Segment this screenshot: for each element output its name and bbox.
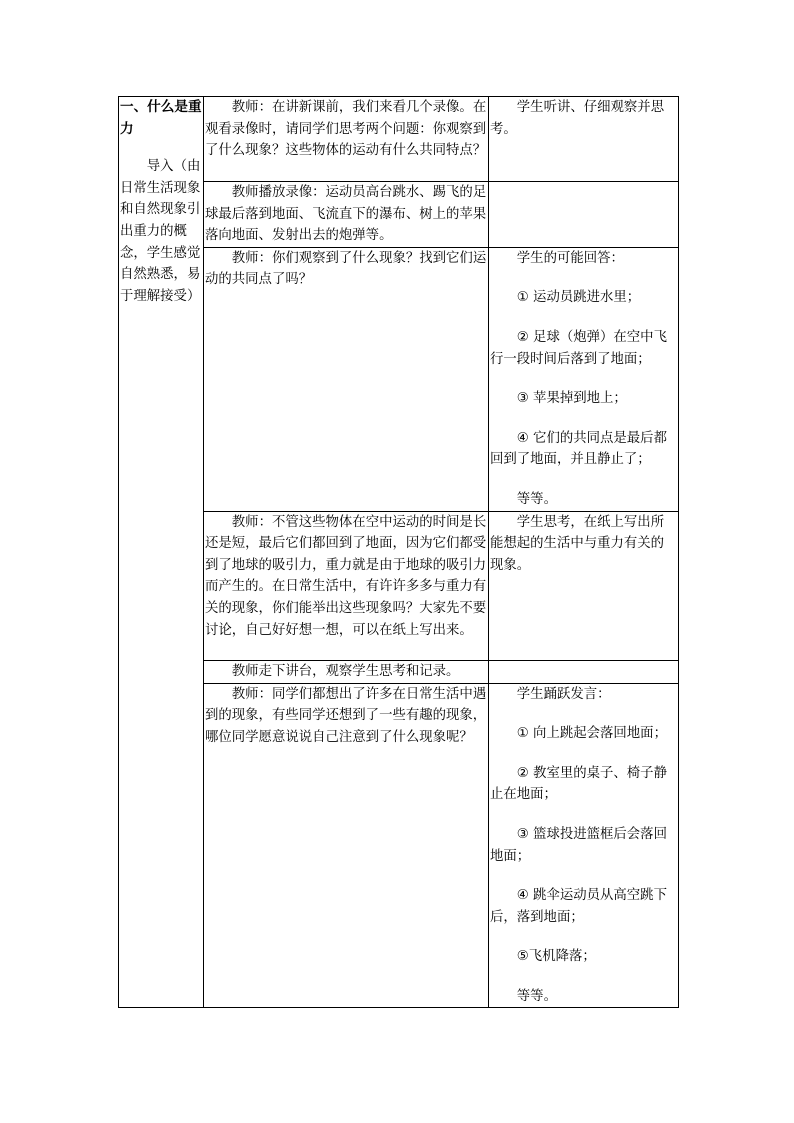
- section-cell: [119, 97, 204, 1008]
- student-cell: [489, 511, 679, 660]
- student-cell: [489, 660, 679, 683]
- student-cell: [489, 247, 679, 511]
- section-heading: 一、什么是重力: [120, 99, 202, 137]
- teacher-cell: [204, 660, 489, 683]
- lesson-plan-table: [118, 96, 679, 1008]
- student-line: ③ 篮球投进篮框后会落回地面；: [490, 826, 667, 864]
- teacher-cell: [204, 247, 489, 511]
- student-line: 学生踊跃发言：: [516, 686, 611, 702]
- student-line: 等等。: [516, 988, 557, 1004]
- student-line: ① 向上跳起会落回地面；: [516, 726, 667, 742]
- student-line: 等等。: [516, 491, 557, 507]
- student-line: ④ 跳伞运动员从高空跳下后，落到地面；: [490, 888, 667, 925]
- student-line: 学生的可能回答：: [516, 250, 624, 266]
- student-cell: [489, 97, 679, 182]
- teacher-cell: [204, 182, 489, 248]
- section-note: 导入（由日常生活现象和自然现象引出重力的概念，学生感觉自然熟悉，易于理解接受）: [120, 159, 201, 304]
- student-line: ③ 苹果掉到地上；: [516, 391, 627, 407]
- student-cell: [489, 182, 679, 248]
- teacher-text: 教师：你们观察到了什么现象？找到它们运动的共同点了吗？: [205, 250, 487, 288]
- student-text: 学生思考，在纸上写出所能想起的生活中与重力有关的现象。: [490, 514, 665, 573]
- student-line: ② 教室里的桌子、椅子静止在地面；: [490, 765, 667, 803]
- student-line: ⑤飞机降落；: [516, 949, 596, 965]
- student-line: ④ 它们的共同点是最后都回到了地面，并且静止了；: [490, 430, 667, 468]
- teacher-cell: [204, 97, 489, 182]
- student-cell: [489, 683, 679, 1008]
- student-text: 学生听讲、仔细观察并思考。: [490, 100, 665, 137]
- student-line: ② 足球（炮弹）在空中飞行一段时间后落到了地面；: [490, 329, 667, 367]
- teacher-text: 教师：在讲新课前，我们来看几个录像。在观看录像时，请同学们思考两个问题：你观察到了什么现象？这些物体的运动有什么共同特点？: [205, 100, 487, 159]
- teacher-cell: [204, 511, 489, 660]
- teacher-text: 教师走下讲台，观察学生思考和记录。: [231, 663, 460, 679]
- teacher-text: 教师：同学们都想出了许多在日常生活中遇到的现象，有些同学还想到了一些有趣的现象，哪位同学愿意说说自己注意到了什么现象呢？: [205, 686, 487, 745]
- student-line: ① 运动员跳进水里；: [516, 290, 641, 306]
- teacher-cell: [204, 683, 489, 1008]
- teacher-text: 教师：不管这些物体在空中运动的时间是长还是短，最后它们都回到了地面，因为它们都受到了地球的吸引力，重力就是由于地球的吸引力而产生的。在日常生活中，有许许多多与重力有关的现象，你们能举出这些现象吗？大家先不要讨论，自己好好想一想，可以在纸上写出来。: [205, 514, 487, 638]
- table-row: [119, 97, 679, 182]
- teacher-text: 教师播放录像：运动员高台跳水、踢飞的足球最后落到地面、飞流直下的瀑布、树上的苹果落向地面、发射出去的炮弹等。: [205, 185, 487, 244]
